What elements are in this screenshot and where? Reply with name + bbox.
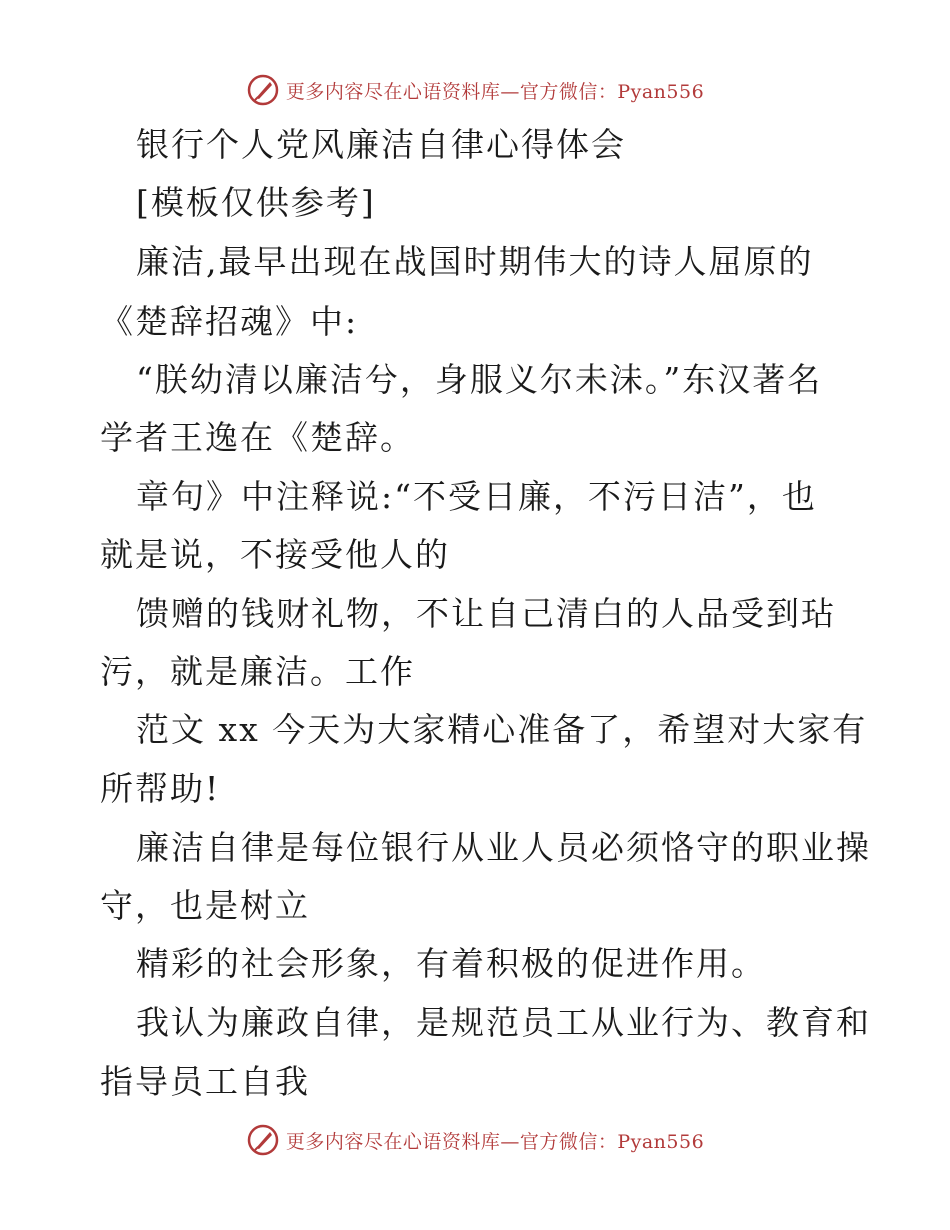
doc-note: [模板仅供参考] — [136, 183, 376, 222]
footer-banner — [0, 1120, 950, 1160]
paragraph-line: 章句》中注释说:“不受日廉，不污日洁”，也 — [136, 477, 817, 516]
paragraph-line: 指导员工自我 — [100, 1062, 310, 1101]
paragraph-line: 廉洁,最早出现在战国时期伟大的诗人屈原的 — [136, 242, 814, 281]
paragraph-line: “朕幼清以廉洁兮，身服义尔未沬。”东汉著名 — [136, 360, 823, 399]
paragraph-line: 污，就是廉洁。工作 — [100, 652, 415, 691]
paragraph-line: 我认为廉政自律，是规范员工从业行为、教育和 — [136, 1003, 871, 1042]
banner-text: 更多内容尽在心语资料库—官方微信：Pyan556 — [285, 1130, 705, 1153]
paragraph-line: 守，也是树立 — [100, 886, 310, 925]
paragraph-line: 《楚辞招魂》中: — [100, 302, 359, 341]
banner-text: 更多内容尽在心语资料库—官方微信：Pyan556 — [285, 80, 705, 103]
paragraph-line: 馈赠的钱财礼物，不让自己清白的人品受到玷 — [136, 594, 836, 633]
paragraph-line: 就是说，不接受他人的 — [100, 535, 450, 574]
paragraph-line: 范文 xx 今天为大家精心准备了，希望对大家有 — [136, 710, 868, 749]
paragraph-line: 学者王逸在《楚辞。 — [100, 418, 415, 457]
paragraph-line: 廉洁自律是每位银行从业人员必须恪守的职业操 — [136, 828, 871, 867]
doc-title: 银行个人党风廉洁自律心得体会 — [136, 125, 626, 164]
paragraph-line: 所帮助! — [100, 769, 221, 808]
paragraph-line: 精彩的社会形象，有着积极的促进作用。 — [136, 944, 766, 983]
header-banner — [0, 70, 950, 110]
quill-logo-icon — [246, 1123, 280, 1157]
quill-logo-icon — [246, 73, 280, 107]
